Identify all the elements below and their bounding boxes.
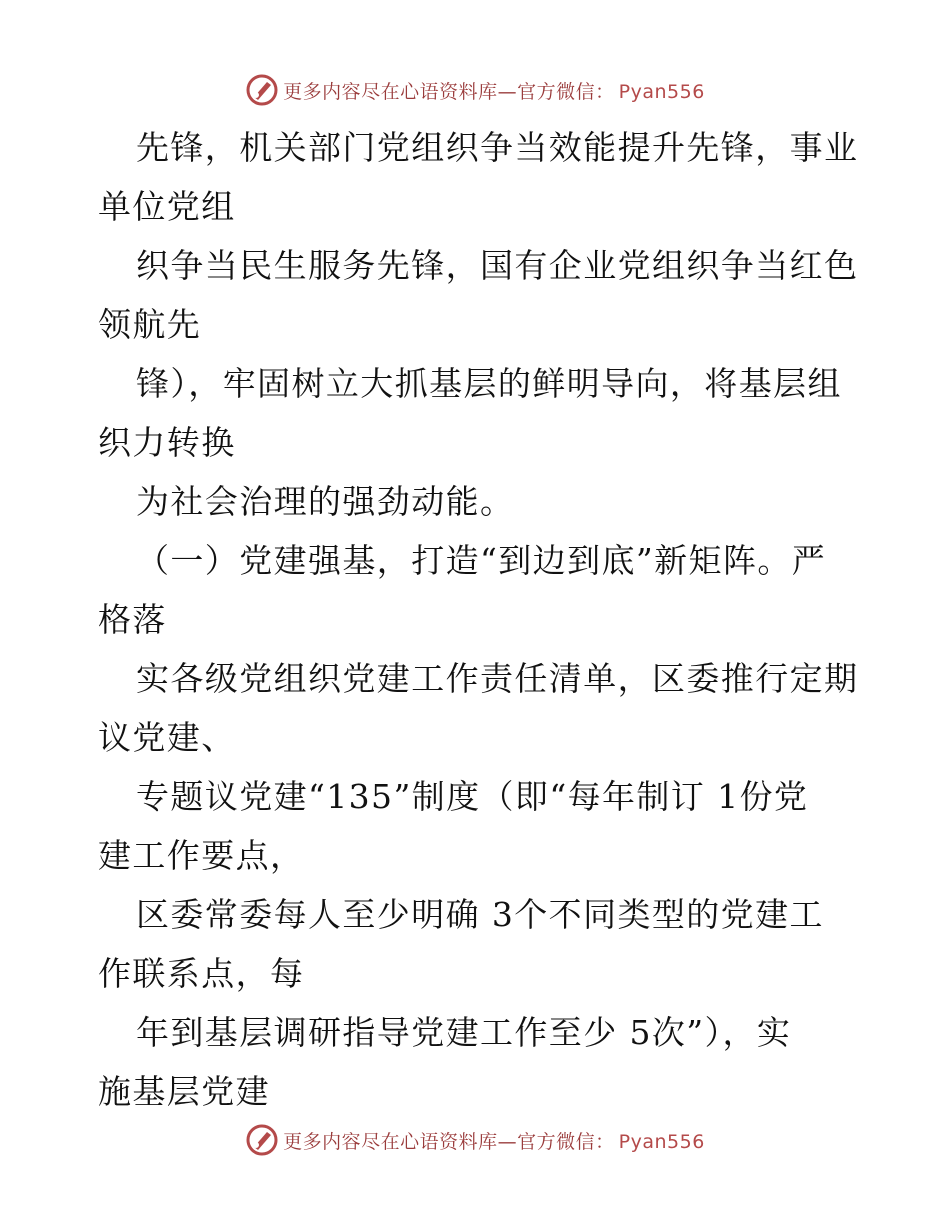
- text-line: 织争当民生服务先锋，国有企业党组织争当红色: [136, 246, 859, 285]
- watermark-footer: [0, 1120, 950, 1160]
- text-line: 单位党组: [98, 187, 236, 226]
- logo-icon: [245, 73, 279, 107]
- watermark-label: 更多内容尽在心语资料库—官方微信：: [283, 1130, 615, 1153]
- text-line: 为社会治理的强劲动能。: [136, 482, 515, 521]
- watermark-id: Pyan556: [618, 80, 705, 103]
- watermark-text: [283, 1127, 705, 1154]
- watermark-label: 更多内容尽在心语资料库—官方微信：: [283, 80, 615, 103]
- text-line: 作联系点，每: [98, 954, 305, 993]
- document-body: [98, 118, 868, 1121]
- text-line: 专题议党建“135”制度（即“每年制订 1份党: [136, 777, 809, 816]
- text-line: 议党建、: [98, 718, 236, 757]
- text-line: （一）党建强基，打造“到边到底”新矩阵。严: [136, 541, 827, 580]
- text-line: 施基层党建: [98, 1072, 270, 1111]
- text-line: 实各级党组织党建工作责任清单，区委推行定期: [136, 659, 859, 698]
- text-line: 织力转换: [98, 423, 236, 462]
- text-line: 格落: [98, 600, 167, 639]
- text-line: 领航先: [98, 305, 202, 344]
- text-line: 区委常委每人至少明确 3个不同类型的党建工: [136, 895, 824, 934]
- text-line: 建工作要点，: [98, 836, 305, 875]
- watermark-header: [0, 70, 950, 110]
- text-line: 锋），牢固树立大抓基层的鲜明导向，将基层组: [136, 364, 842, 403]
- text-line: 年到基层调研指导党建工作至少 5次”），实: [136, 1013, 792, 1052]
- watermark-id: Pyan556: [618, 1130, 705, 1153]
- text-line: 先锋，机关部门党组织争当效能提升先锋，事业: [136, 128, 859, 167]
- watermark-text: [283, 77, 705, 104]
- logo-icon: [245, 1123, 279, 1157]
